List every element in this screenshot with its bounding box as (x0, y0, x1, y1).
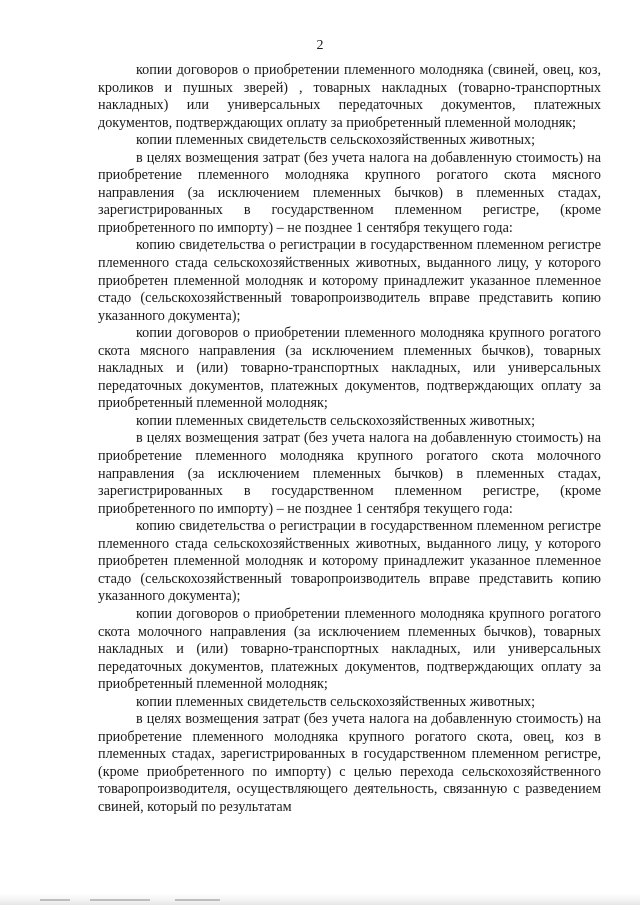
document-body (98, 62, 601, 817)
scan-artifact (175, 899, 220, 901)
paragraph: копии племенных свидетельств сельскохозяйственных животных; (136, 693, 536, 710)
paragraph: копии племенных свидетельств сельскохозяйственных животных; (136, 412, 536, 429)
paragraph: копии договоров о приобретении племенного молодняка крупного рогатого скота мясного направления (за исключением племенных бычков), товарных накладных и (или) товарно-транспортных накладных, или универсальных передаточных документов, платежных документов, подтверждающих оплату за приобретенный племенной молодняк; (98, 325, 601, 412)
paragraph: в целях возмещения затрат (без учета налога на добавленную стоимость) на приобретение племенного молодняка крупного рогатого скота, овец, коз в племенных стадах, зарегистрированных в государственном племенном регистре, (кроме приобретенного по импорту) с целью перехода сельскохозяйственного товаропроизводителя, осуществляющего деятельность, связанную с разведением свиней, который по результатам (98, 711, 601, 815)
paragraph: копию свидетельства о регистрации в государственном племенном регистре племенного стада сельскохозяйственных животных, выданного лицу, у которого приобретен племенной молодняк и которому принадлежит указанное племенное стадо (сельскохозяйственный товаропроизводитель вправе представить копию указанного документа); (98, 237, 601, 324)
scan-artifact (40, 899, 70, 901)
paragraph: копию свидетельства о регистрации в государственном племенном регистре племенного стада сельскохозяйственных животных, выданного лицу, у которого приобретен племенной молодняк и которому принадлежит указанное племенное стадо (сельскохозяйственный товаропроизводитель вправе представить копию указанного документа); (98, 518, 601, 605)
scan-artifact (90, 899, 150, 901)
paragraph: в целях возмещения затрат (без учета налога на добавленную стоимость) на приобретение племенного молодняка крупного рогатого скота молочного направления (за исключением племенных бычков) в племенных стадах, зарегистрированных в государственном племенном регистре, (кроме приобретенного по импорту) – не позднее 1 сентября текущего года: (98, 430, 601, 517)
page-number: 2 (316, 38, 324, 53)
paragraph: копии племенных свидетельств сельскохозяйственных животных; (136, 132, 536, 149)
paragraph: копии договоров о приобретении племенного молодняка крупного рогатого скота молочного направления (за исключением племенных бычков), товарных накладных и (или) товарно-транспортных накладных, или универсальных передаточных документов, платежных документов, подтверждающих оплату за приобретенный племенной молодняк; (98, 605, 601, 693)
paragraph: в целях возмещения затрат (без учета налога на добавленную стоимость) на приобретение племенного молодняка крупного рогатого скота мясного направления (за исключением племенных бычков) в племенных стадах, зарегистрированных в государственном племенном регистре, (кроме приобретенного по импорту) – не позднее 1 сентября текущего года: (98, 149, 601, 236)
paragraph: копии договоров о приобретении племенного молодняка (свиней, овец, коз, кроликов и пушных зверей) , товарных накладных (товарно-транспортных накладных) или универсальных передаточных документов, платежных документов, подтверждающих оплату за приобретенный племенной молодняк; (98, 62, 601, 131)
